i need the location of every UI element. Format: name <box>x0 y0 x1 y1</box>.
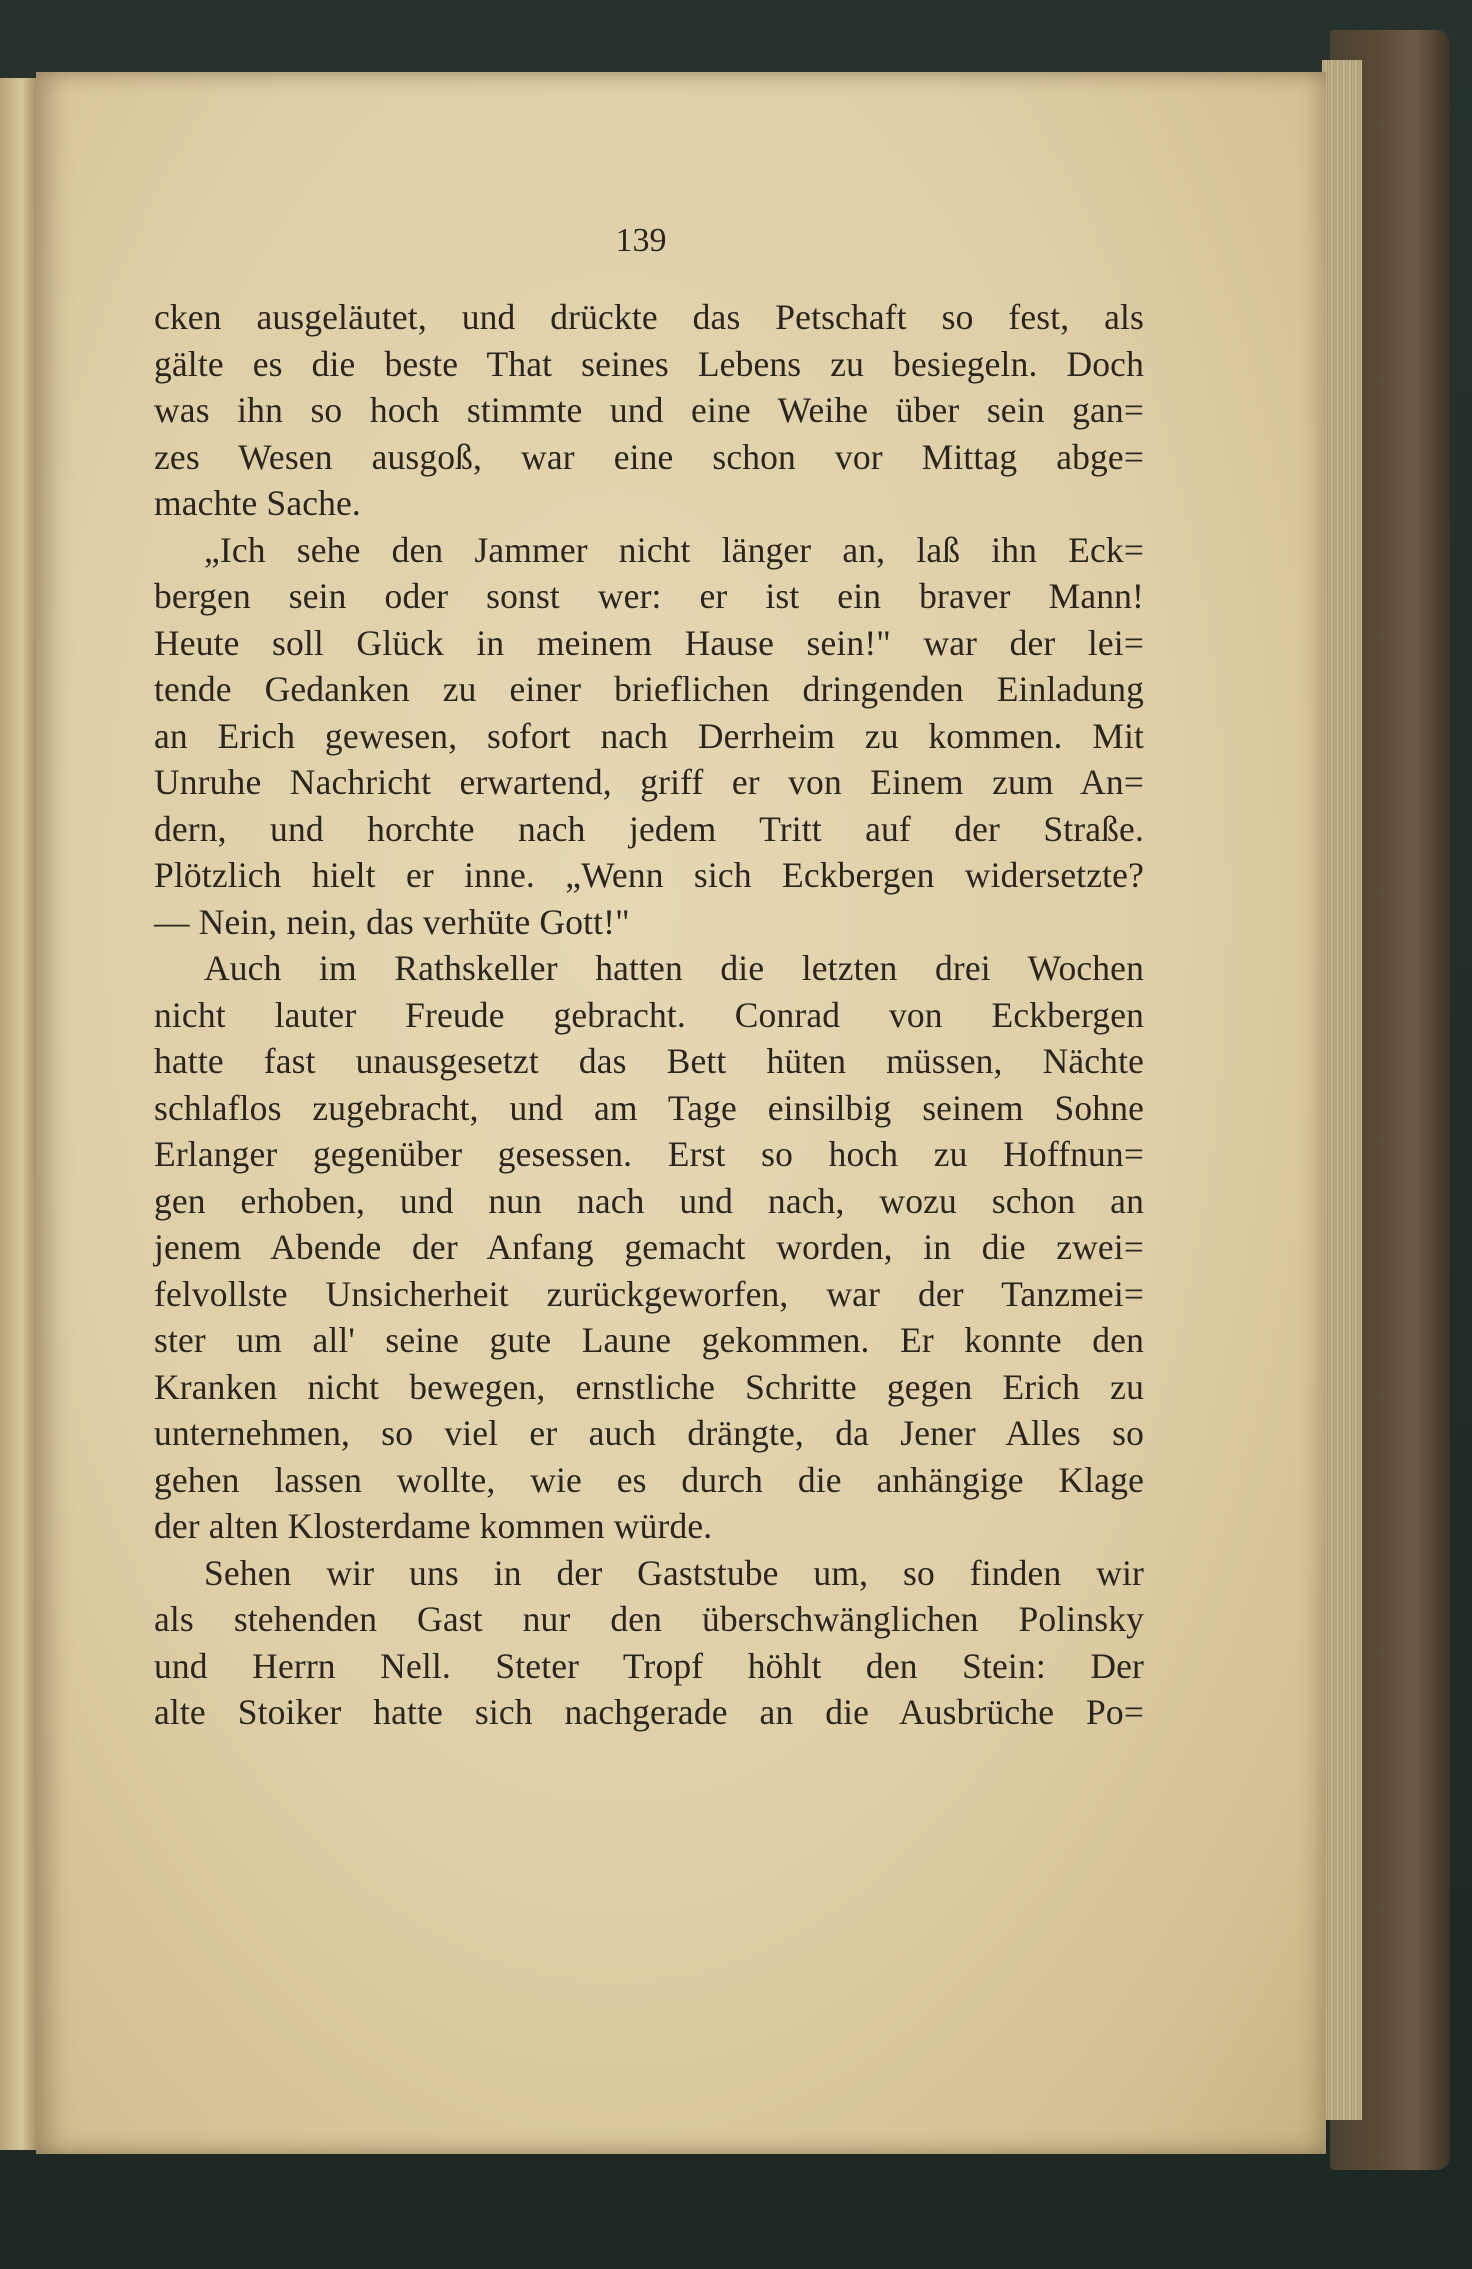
text-line: unternehmen, so viel er auch drängte, da Jener Alles so <box>154 1413 1144 1453</box>
book-page <box>36 72 1326 2154</box>
text-line: Heute soll Glück in meinem Hause sein!" war der lei= <box>154 622 1144 663</box>
text-line: gehen lassen wollte, wie es durch die anhängige Klage <box>154 1459 1144 1500</box>
text-line: schlaflos zugebracht, und am Tage einsilbig seinem Sohne <box>154 1087 1144 1128</box>
text-line: Sehen wir uns in der Gaststube um, so finden wir <box>204 1552 1144 1593</box>
previous-page-edge <box>0 78 36 2150</box>
text-line: ster um all' seine gute Laune gekommen. Er konnte den <box>154 1320 1144 1360</box>
text-line: und Herrn Nell. Steter Tropf höhlt den Stein: Der <box>154 1645 1144 1686</box>
text-line: an Erich gewesen, sofort nach Derrheim zu kommen. Mit <box>154 715 1144 756</box>
text-line: tende Gedanken zu einer brieflichen dringenden Einladung <box>154 669 1144 709</box>
text-line: felvollste Unsicherheit zurückgeworfen, war der Tanzmei= <box>154 1273 1144 1314</box>
text-line: „Ich sehe den Jammer nicht länger an, laß ihn Eck= <box>204 529 1144 570</box>
text-line: zes Wesen ausgoß, war eine schon vor Mittag abge= <box>154 436 1144 477</box>
text-line: Unruhe Nachricht erwartend, griff er von Einem zum An= <box>154 762 1144 802</box>
text-line: Plötzlich hielt er inne. „Wenn sich Eckbergen widersetzte? <box>154 855 1144 895</box>
text-line: Kranken nicht bewegen, ernstliche Schritte gegen Erich zu <box>154 1366 1144 1407</box>
text-line: Erlanger gegenüber gesessen. Erst so hoch zu Hoffnun= <box>154 1134 1144 1174</box>
text-line: was ihn so hoch stimmte und eine Weihe über sein gan= <box>154 390 1144 430</box>
text-line: machte Sache. <box>154 483 361 523</box>
text-line: — Nein, nein, das verhüte Gott!" <box>154 901 630 942</box>
text-line: jenem Abende der Anfang gemacht worden, in die zwei= <box>154 1227 1144 1267</box>
text-line: hatte fast unausgesetzt das Bett hüten müssen, Nächte <box>154 1041 1144 1081</box>
text-line: dern, und horchte nach jedem Tritt auf der Straße. <box>154 808 1144 849</box>
text-line: bergen sein oder sonst wer: er ist ein braver Mann! <box>154 576 1144 616</box>
text-line: der alten Klosterdame kommen würde. <box>154 1506 713 1546</box>
text-line: cken ausgeläutet, und drückte das Petschaft so fest, als <box>154 297 1144 337</box>
text-line: als stehenden Gast nur den überschwänglichen Polinsky <box>154 1599 1144 1639</box>
page-number: 139 <box>615 222 667 259</box>
page-edges <box>1322 60 1362 2120</box>
text-line: alte Stoiker hatte sich nachgerade an die Ausbrüche Po= <box>154 1692 1144 1732</box>
text-line: gälte es die beste That seines Lebens zu besiegeln. Doch <box>154 343 1144 384</box>
page-text <box>154 294 1144 1736</box>
text-line: nicht lauter Freude gebracht. Conrad von Eckbergen <box>154 994 1144 1035</box>
text-line: Auch im Rathskeller hatten die letzten drei Wochen <box>204 948 1144 988</box>
text-line: gen erhoben, und nun nach und nach, wozu schon an <box>154 1180 1144 1221</box>
